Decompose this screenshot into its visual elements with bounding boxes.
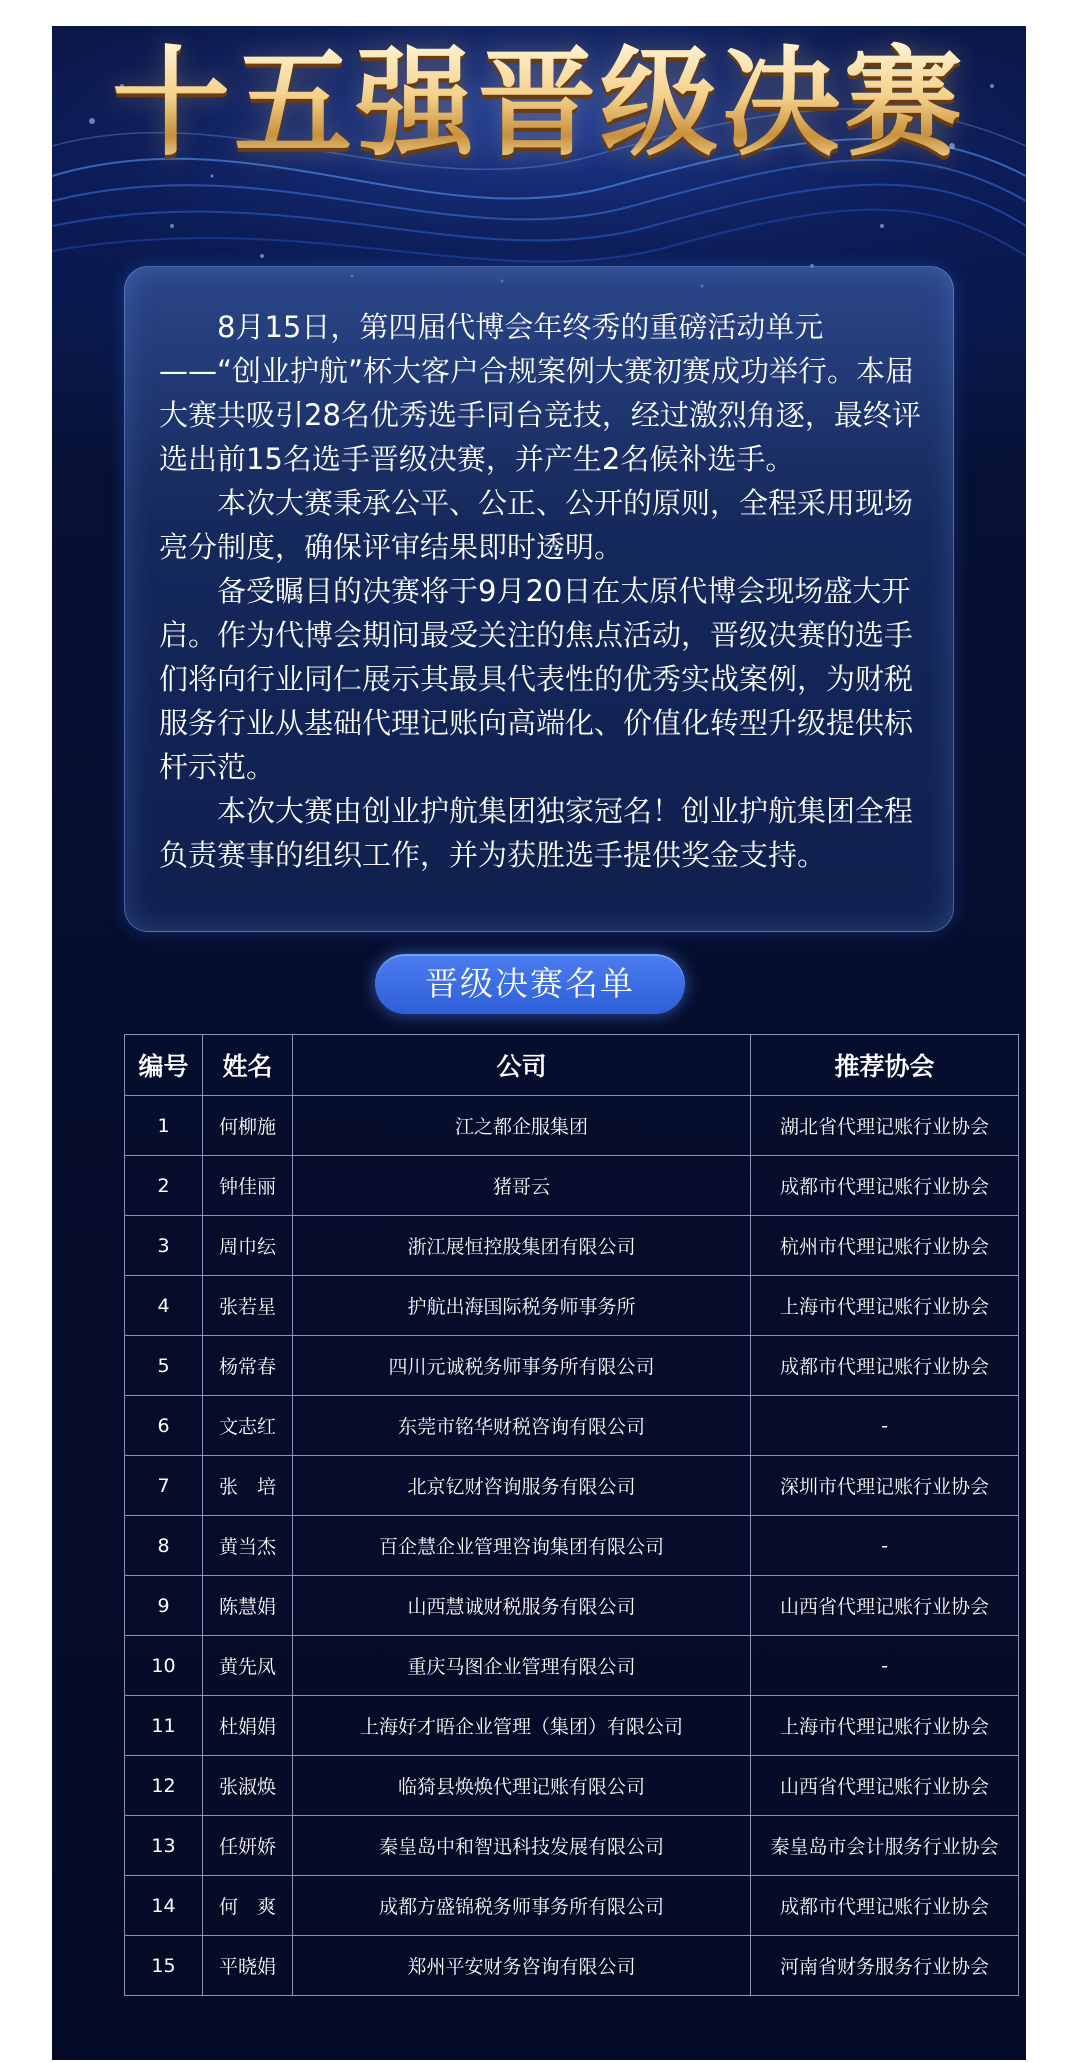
table-row [125, 1756, 1019, 1816]
cell-association: 河南省财务服务行业协会 [751, 1936, 1019, 1996]
cell-company: 郑州平安财务咨询有限公司 [293, 1936, 751, 1996]
cell-association: 杭州市代理记账行业协会 [751, 1216, 1019, 1276]
cell-name: 张淑焕 [203, 1756, 293, 1816]
cell-association: 山西省代理记账行业协会 [751, 1576, 1019, 1636]
cell-name: 杨常春 [203, 1336, 293, 1396]
table-row [125, 1696, 1019, 1756]
cell-association: - [751, 1636, 1019, 1696]
cell-number: 7 [125, 1456, 203, 1516]
cell-company: 临猗县焕焕代理记账有限公司 [293, 1756, 751, 1816]
cell-association: 深圳市代理记账行业协会 [751, 1456, 1019, 1516]
cell-company: 北京钇财咨询服务有限公司 [293, 1456, 751, 1516]
cell-name: 平晓娟 [203, 1936, 293, 1996]
cell-number: 2 [125, 1156, 203, 1216]
cell-number: 9 [125, 1576, 203, 1636]
cell-company: 猪哥云 [293, 1156, 751, 1216]
table-row [125, 1576, 1019, 1636]
table-header-row [125, 1035, 1019, 1096]
table-row [125, 1156, 1019, 1216]
cell-name: 张若星 [203, 1276, 293, 1336]
table-row [125, 1936, 1019, 1996]
cell-company: 东莞市铭华财税咨询有限公司 [293, 1396, 751, 1456]
table-row [125, 1096, 1019, 1156]
cell-name: 陈慧娟 [203, 1576, 293, 1636]
intro-paragraph: 8月15日，第四届代博会年终秀的重磅活动单元——“创业护航”杯大客户合规案例大赛初赛成功举行。本届大赛共吸引28名优秀选手同台竞技，经过激烈角逐，最终评选出前15名选手晋级决赛，并产生2名候补选手。 [159, 310, 921, 476]
cell-company: 浙江展恒控股集团有限公司 [293, 1216, 751, 1276]
header-number: 编号 [125, 1035, 203, 1096]
cell-name: 何柳施 [203, 1096, 293, 1156]
header-company: 公司 [293, 1035, 751, 1096]
cell-number: 15 [125, 1936, 203, 1996]
table-row [125, 1276, 1019, 1336]
cell-number: 1 [125, 1096, 203, 1156]
cell-number: 5 [125, 1336, 203, 1396]
header-name: 姓名 [203, 1035, 293, 1096]
table-row [125, 1516, 1019, 1576]
cell-number: 6 [125, 1396, 203, 1456]
cell-company: 江之都企服集团 [293, 1096, 751, 1156]
cell-name: 钟佳丽 [203, 1156, 293, 1216]
cell-company: 秦皇岛中和智迅科技发展有限公司 [293, 1816, 751, 1876]
cell-name: 何 爽 [203, 1876, 293, 1936]
intro-panel [124, 266, 954, 932]
cell-name: 黄先凤 [203, 1636, 293, 1696]
header-association: 推荐协会 [751, 1035, 1019, 1096]
cell-association: 上海市代理记账行业协会 [751, 1696, 1019, 1756]
finalist-table [124, 1034, 1019, 1996]
table-row [125, 1216, 1019, 1276]
cell-company: 四川元诚税务师事务所有限公司 [293, 1336, 751, 1396]
intro-paragraph: 备受瞩目的决赛将于9月20日在太原代博会现场盛大开启。作为代博会期间最受关注的焦点活动，晋级决赛的选手们将向行业同仁展示其最具代表性的优秀实战案例，为财税服务行业从基础代理记账向高端化、价值化转型升级提供标杆示范。 [159, 574, 914, 784]
cell-association: - [751, 1516, 1019, 1576]
cell-company: 重庆马图企业管理有限公司 [293, 1636, 751, 1696]
table-row [125, 1456, 1019, 1516]
cell-name: 黄当杰 [203, 1516, 293, 1576]
cell-company: 成都方盛锦税务师事务所有限公司 [293, 1876, 751, 1936]
cell-number: 3 [125, 1216, 203, 1276]
cell-association: 上海市代理记账行业协会 [751, 1276, 1019, 1336]
cell-company: 百企慧企业管理咨询集团有限公司 [293, 1516, 751, 1576]
cell-name: 文志红 [203, 1396, 293, 1456]
cell-number: 14 [125, 1876, 203, 1936]
intro-paragraph: 本次大赛由创业护航集团独家冠名！创业护航集团全程负责赛事的组织工作，并为获胜选手提供奖金支持。 [159, 794, 914, 872]
cell-name: 周巾纭 [203, 1216, 293, 1276]
table-row [125, 1396, 1019, 1456]
cell-name: 杜娟娟 [203, 1696, 293, 1756]
cell-association: 秦皇岛市会计服务行业协会 [751, 1816, 1019, 1876]
table-row [125, 1816, 1019, 1876]
cell-association: - [751, 1396, 1019, 1456]
cell-association: 湖北省代理记账行业协会 [751, 1096, 1019, 1156]
cell-number: 8 [125, 1516, 203, 1576]
cell-number: 12 [125, 1756, 203, 1816]
finalist-list-title: 晋级决赛名单 [375, 954, 685, 1014]
cell-number: 4 [125, 1276, 203, 1336]
poster-title: 十五强晋级决赛 [52, 38, 1026, 168]
cell-association: 成都市代理记账行业协会 [751, 1156, 1019, 1216]
cell-company: 上海好才晤企业管理（集团）有限公司 [293, 1696, 751, 1756]
cell-name: 任妍娇 [203, 1816, 293, 1876]
intro-paragraph: 本次大赛秉承公平、公正、公开的原则，全程采用现场亮分制度，确保评审结果即时透明。 [159, 486, 914, 564]
cell-number: 10 [125, 1636, 203, 1696]
poster [52, 26, 1026, 2060]
cell-name: 张 培 [203, 1456, 293, 1516]
table-row [125, 1636, 1019, 1696]
cell-association: 成都市代理记账行业协会 [751, 1876, 1019, 1936]
cell-company: 护航出海国际税务师事务所 [293, 1276, 751, 1336]
cell-company: 山西慧诚财税服务有限公司 [293, 1576, 751, 1636]
cell-number: 13 [125, 1816, 203, 1876]
table-row [125, 1336, 1019, 1396]
cell-number: 11 [125, 1696, 203, 1756]
cell-association: 山西省代理记账行业协会 [751, 1756, 1019, 1816]
table-row [125, 1876, 1019, 1936]
cell-association: 成都市代理记账行业协会 [751, 1336, 1019, 1396]
